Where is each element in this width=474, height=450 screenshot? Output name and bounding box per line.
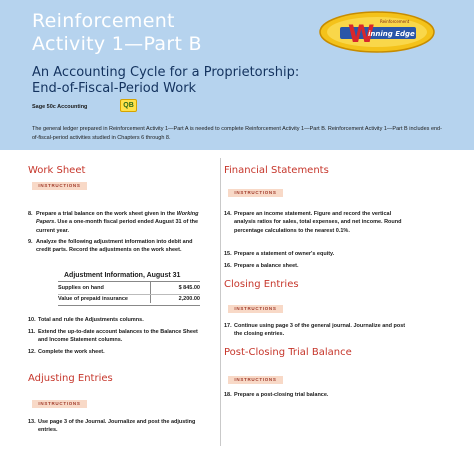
instructions-badge: INSTRUCTIONS <box>32 400 87 408</box>
instruction-item: 9. Analyze the following adjustment information into debit and credit parts. Record the adjustments on the work sheet. <box>28 239 193 254</box>
instructions-badge: INSTRUCTIONS <box>228 376 283 384</box>
table-rule <box>58 305 200 306</box>
financial-statements-heading: Financial Statements <box>224 165 329 176</box>
instruction-item: 13. Use page 3 of the Journal. Journalize and post the adjusting entries. <box>28 419 196 434</box>
post-closing-heading: Post-Closing Trial Balance <box>224 347 352 358</box>
quickbooks-icon: QB <box>120 99 137 112</box>
instruction-item: 12. Complete the work sheet. <box>28 349 105 355</box>
page-title-line1: Reinforcement <box>32 10 175 32</box>
instruction-item: 16. Prepare a balance sheet. <box>224 263 299 269</box>
instruction-item: 11. Extend the up-to-date account balances to the Balance Sheet and Income Statement columns. <box>28 329 198 344</box>
instructions-badge: INSTRUCTIONS <box>32 182 87 190</box>
logo-wordmark: inning Edge <box>368 30 415 38</box>
header-banner <box>0 0 474 150</box>
intro-text: The general ledger prepared in Reinforcement Activity 1—Part A is needed to complete Reinforcement Activity 1—Part B. Reinforcement Activity 1—Part B includes end-of-fiscal-period activities studied in Chapters 6 through 8. <box>32 126 442 141</box>
logo-top-text: Reinforcement <box>380 19 410 24</box>
work-sheet-heading: Work Sheet <box>28 165 86 176</box>
instructions-badge: INSTRUCTIONS <box>228 189 283 197</box>
subtitle-line1: An Accounting Cycle for a Proprietorship: <box>32 65 300 80</box>
closing-entries-heading: Closing Entries <box>224 279 299 290</box>
instruction-item: 15. Prepare a statement of owner's equity. <box>224 251 335 257</box>
column-divider <box>220 158 221 446</box>
table-row: Value of prepaid insurance 2,200.00 <box>58 296 200 302</box>
table-rule <box>58 281 200 282</box>
instruction-item: 18. Prepare a post-closing trial balance. <box>224 392 329 398</box>
instruction-item: 17. Continue using page 3 of the general journal. Journalize and post the closing entries. <box>224 323 406 338</box>
adjustment-info-title: Adjustment Information, August 31 <box>64 272 181 279</box>
page-title-line2: Activity 1—Part B <box>32 33 202 55</box>
instruction-item: 10. Total and rule the Adjustments columns. <box>28 317 144 323</box>
table-row: Supplies on hand $ 845.00 <box>58 285 200 291</box>
instruction-item: 8. Prepare a trial balance on the work sheet given in the Working Papers. Use a one-month fiscal period ended August 31 of the current year. <box>28 211 199 234</box>
software-label: Sage 50c Accounting <box>32 104 88 110</box>
logo-letter: W <box>348 20 375 48</box>
winning-edge-logo <box>318 10 436 54</box>
instructions-badge: INSTRUCTIONS <box>228 305 283 313</box>
subtitle-line2: End-of-Fiscal-Period Work <box>32 81 197 96</box>
adjusting-entries-heading: Adjusting Entries <box>28 373 113 384</box>
instruction-item: 14. Prepare an income statement. Figure and record the vertical analysis ratios for sales, total expenses, and net income. Round percentage calculations to the nearest 0.1%. <box>224 211 402 234</box>
table-rule <box>58 294 200 295</box>
